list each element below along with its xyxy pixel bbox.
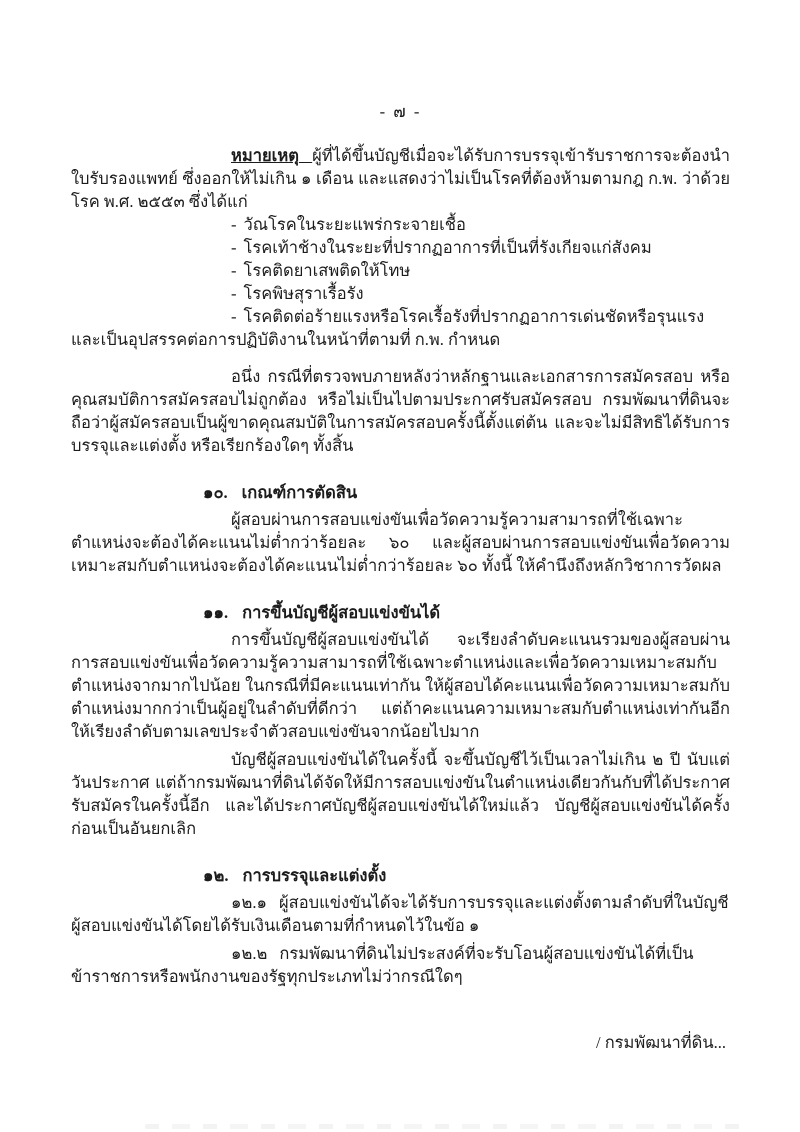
disease-list-item	[71, 305, 730, 351]
disease-text: โรคติดยาเสพติดให้โทษ	[243, 261, 411, 280]
disease-text: โรคเท้าช้างในระยะที่ปรากฏอาการที่เป็นที่รังเกียจแก่สังคม	[243, 238, 652, 257]
section-number: ๑๒.	[203, 866, 229, 885]
section-heading-11	[203, 601, 730, 624]
note-paragraph	[71, 144, 730, 213]
disease-text: โรคพิษสุราเรื้อรัง	[243, 284, 364, 303]
section-12-item	[71, 891, 730, 937]
page-continuation-marker: / กรมพัฒนาที่ดิน...	[595, 1033, 726, 1052]
list-dash: -	[231, 307, 237, 326]
section-title: การขึ้นบัญชีผู้สอบแข่งขันได้	[242, 603, 441, 622]
section-11-paragraph: การขึ้นบัญชีผู้สอบแข่งขันได้ จะเรียงลำดับคะแนนรวมของผู้สอบผ่านการสอบแข่งขันเพื่อวัดความรู้ความสามารถที่ใช้เฉพาะตำแหน่งและเพื่อวัดความเหมาะสมกับตำแหน่งจากมากไปน้อย ในกรณีที่มีคะแนนเท่ากัน ให้ผู้สอบได้คะแนนเพื่อวัดความเหมาะสมกับตำแหน่งมากกว่าเป็นผู้อยู่ในลำดับที่ดีกว่า แต่ถ้าคะแนนความเหมาะสมกับตำแหน่งเท่ากันอีก ให้เรียงลำดับตามเลขประจำตัวสอบแข่งขันจากน้อยไปมาก	[71, 630, 730, 741]
sub-item-number: ๑๒.๑	[231, 893, 267, 912]
section-title: การบรรจุและแต่งตั้ง	[242, 866, 387, 885]
list-dash: -	[231, 238, 237, 257]
section-title: เกณฑ์การตัดสิน	[241, 483, 358, 502]
disease-list-item	[71, 213, 730, 236]
list-dash: -	[231, 215, 237, 234]
scan-artifact	[145, 1124, 745, 1129]
section-heading-12	[203, 864, 730, 887]
section-10-paragraph: ผู้สอบผ่านการสอบแข่งขันเพื่อวัดความรู้ความสามารถที่ใช้เฉพาะตำแหน่งจะต้องได้คะแนนไม่ต่ำกว่าร้อยละ ๖๐ และผู้สอบผ่านการสอบแข่งขันเพื่อวัดความเหมาะสมกับตำแหน่งจะต้องได้คะแนนไม่ต่ำกว่าร้อยละ ๖๐ ทั้งนี้ ให้คำนึงถึงหลักวิชาการวัดผล	[71, 510, 730, 575]
note-label: หมายเหตุ	[231, 146, 299, 165]
disease-text: วัณโรคในระยะแพร่กระจายเชื้อ	[243, 215, 466, 234]
sub-item-number: ๑๒.๒	[231, 944, 268, 963]
section-heading-10	[203, 481, 730, 504]
section-number: ๑๐.	[203, 483, 228, 502]
list-dash: -	[231, 261, 237, 280]
disease-list-item	[71, 282, 730, 305]
section-12-item	[71, 942, 730, 988]
section-number: ๑๑.	[203, 603, 229, 622]
disease-list-item	[71, 236, 730, 259]
page-number: - ๗ -	[379, 102, 422, 121]
sub-item-text: ผู้สอบแข่งขันได้จะได้รับการบรรจุและแต่งตั้งตามลำดับที่ในบัญชีผู้สอบแข่งขันได้โดยได้รับเงินเดือนตามที่กำหนดไว้ในข้อ ๑	[71, 893, 729, 935]
sub-item-text: กรมพัฒนาที่ดินไม่ประสงค์ที่จะรับโอนผู้สอบแข่งขันได้ที่เป็นข้าราชการหรือพนักงานของรัฐทุกประเภทไม่ว่ากรณีใดๆ	[71, 944, 694, 986]
section-11-paragraph: บัญชีผู้สอบแข่งขันได้ในครั้งนี้ จะขึ้นบัญชีไว้เป็นเวลาไม่เกิน ๒ ปี นับแต่วันประกาศ แต่ถ้ากรมพัฒนาที่ดินได้จัดให้มีการสอบแข่งขันในตำแหน่งเดียวกันกับที่ได้ประกาศรับสมัครในครั้งนี้อีก และได้ประกาศบัญชีผู้สอบแข่งขันได้ใหม่แล้ว บัญชีผู้สอบแข่งขันได้ครั้งก่อนเป็นอันยกเลิก	[71, 750, 730, 838]
list-dash: -	[231, 284, 237, 303]
disease-text: โรคติดต่อร้ายแรงหรือโรคเรื้อรังที่ปรากฏอาการเด่นชัดหรือรุนแรงและเป็นอุปสรรคต่อการปฏิบัติงานในหน้าที่ตามที่ ก.พ. กำหนด	[71, 307, 705, 349]
addendum-paragraph: อนึ่ง กรณีที่ตรวจพบภายหลังว่าหลักฐานและเอกสารการสมัครสอบ หรือคุณสมบัติการสมัครสอบไม่ถูกต้อง หรือไม่เป็นไปตามประกาศรับสมัครสอบ กรมพัฒนาที่ดินจะถือว่าผู้สมัครสอบเป็นผู้ขาดคุณสมบัติในการสมัครสอบครั้งนี้ตั้งแต่ต้น และจะไม่มีสิทธิได้รับการบรรจุและแต่งตั้ง หรือเรียกร้องใดๆ ทั้งสิ้น	[71, 367, 730, 455]
disease-list-item	[71, 259, 730, 282]
note-intro-text: ผู้ที่ได้ขึ้นบัญชีเมื่อจะได้รับการบรรจุเข้ารับราชการจะต้องนำใบรับรองแพทย์ ซึ่งออกให้ไม่เกิน ๑ เดือน และแสดงว่าไม่เป็นโรคที่ต้องห้ามตามกฎ ก.พ. ว่าด้วยโรค พ.ศ. ๒๕๕๓ ซึ่งได้แก่	[71, 146, 730, 211]
